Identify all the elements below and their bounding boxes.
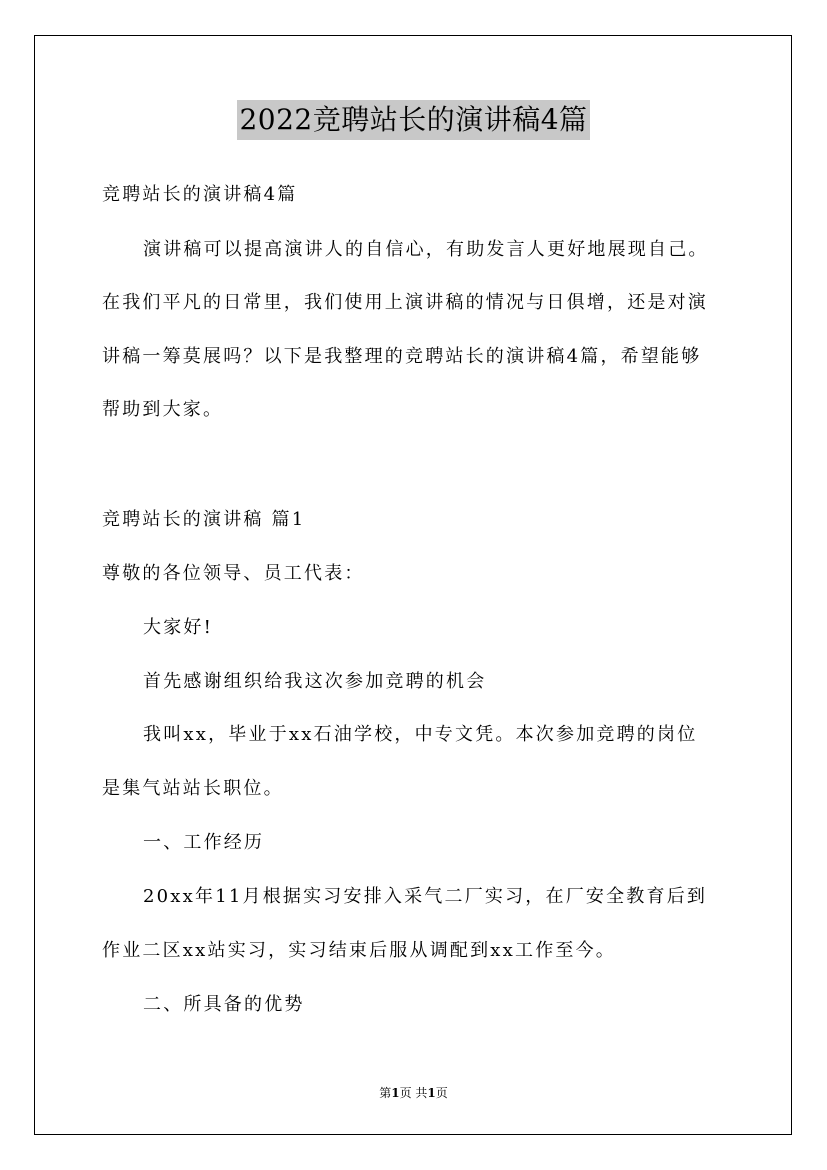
self-intro-line: 我叫xx，毕业于xx石油学校，中专文凭。本次参加竞聘的岗位 — [143, 724, 698, 745]
self-intro-line: 是集气站站长职位。 — [102, 778, 284, 799]
footer-total-pages: 1 — [427, 1086, 436, 1100]
title-container — [0, 100, 827, 140]
thanks-line: 首先感谢组织给我这次参加竞聘的机会 — [143, 671, 487, 692]
advantage-heading: 二、所具备的优势 — [143, 994, 305, 1015]
greeting: 大家好! — [143, 617, 214, 638]
page-footer — [0, 1085, 827, 1101]
intro-line: 讲稿一筹莫展吗？以下是我整理的竞聘站长的演讲稿4篇，希望能够 — [102, 346, 702, 367]
footer-page-number: 1 — [391, 1086, 400, 1100]
footer-suffix: 页 — [435, 1086, 448, 1100]
subtitle: 竞聘站长的演讲稿4篇 — [102, 184, 298, 205]
document-title: 2022竞聘站长的演讲稿4篇 — [237, 100, 589, 140]
footer-mid: 页 共 — [399, 1086, 428, 1100]
footer-prefix: 第 — [379, 1086, 392, 1100]
salutation: 尊敬的各位领导、员工代表： — [102, 563, 365, 584]
work-line: 作业二区xx站实习，实习结束后服从调配到xx工作至今。 — [102, 940, 617, 961]
section-heading: 竞聘站长的演讲稿 篇1 — [102, 509, 306, 530]
intro-line: 帮助到大家。 — [102, 399, 224, 420]
intro-line: 演讲稿可以提高演讲人的自信心，有助发言人更好地展现自己。 — [143, 239, 709, 260]
work-line: 20xx年11月根据实习安排入采气二厂实习，在厂安全教育后到 — [143, 886, 708, 907]
intro-line: 在我们平凡的日常里，我们使用上演讲稿的情况与日俱增，还是对演 — [102, 292, 708, 313]
work-heading: 一、工作经历 — [143, 832, 265, 853]
